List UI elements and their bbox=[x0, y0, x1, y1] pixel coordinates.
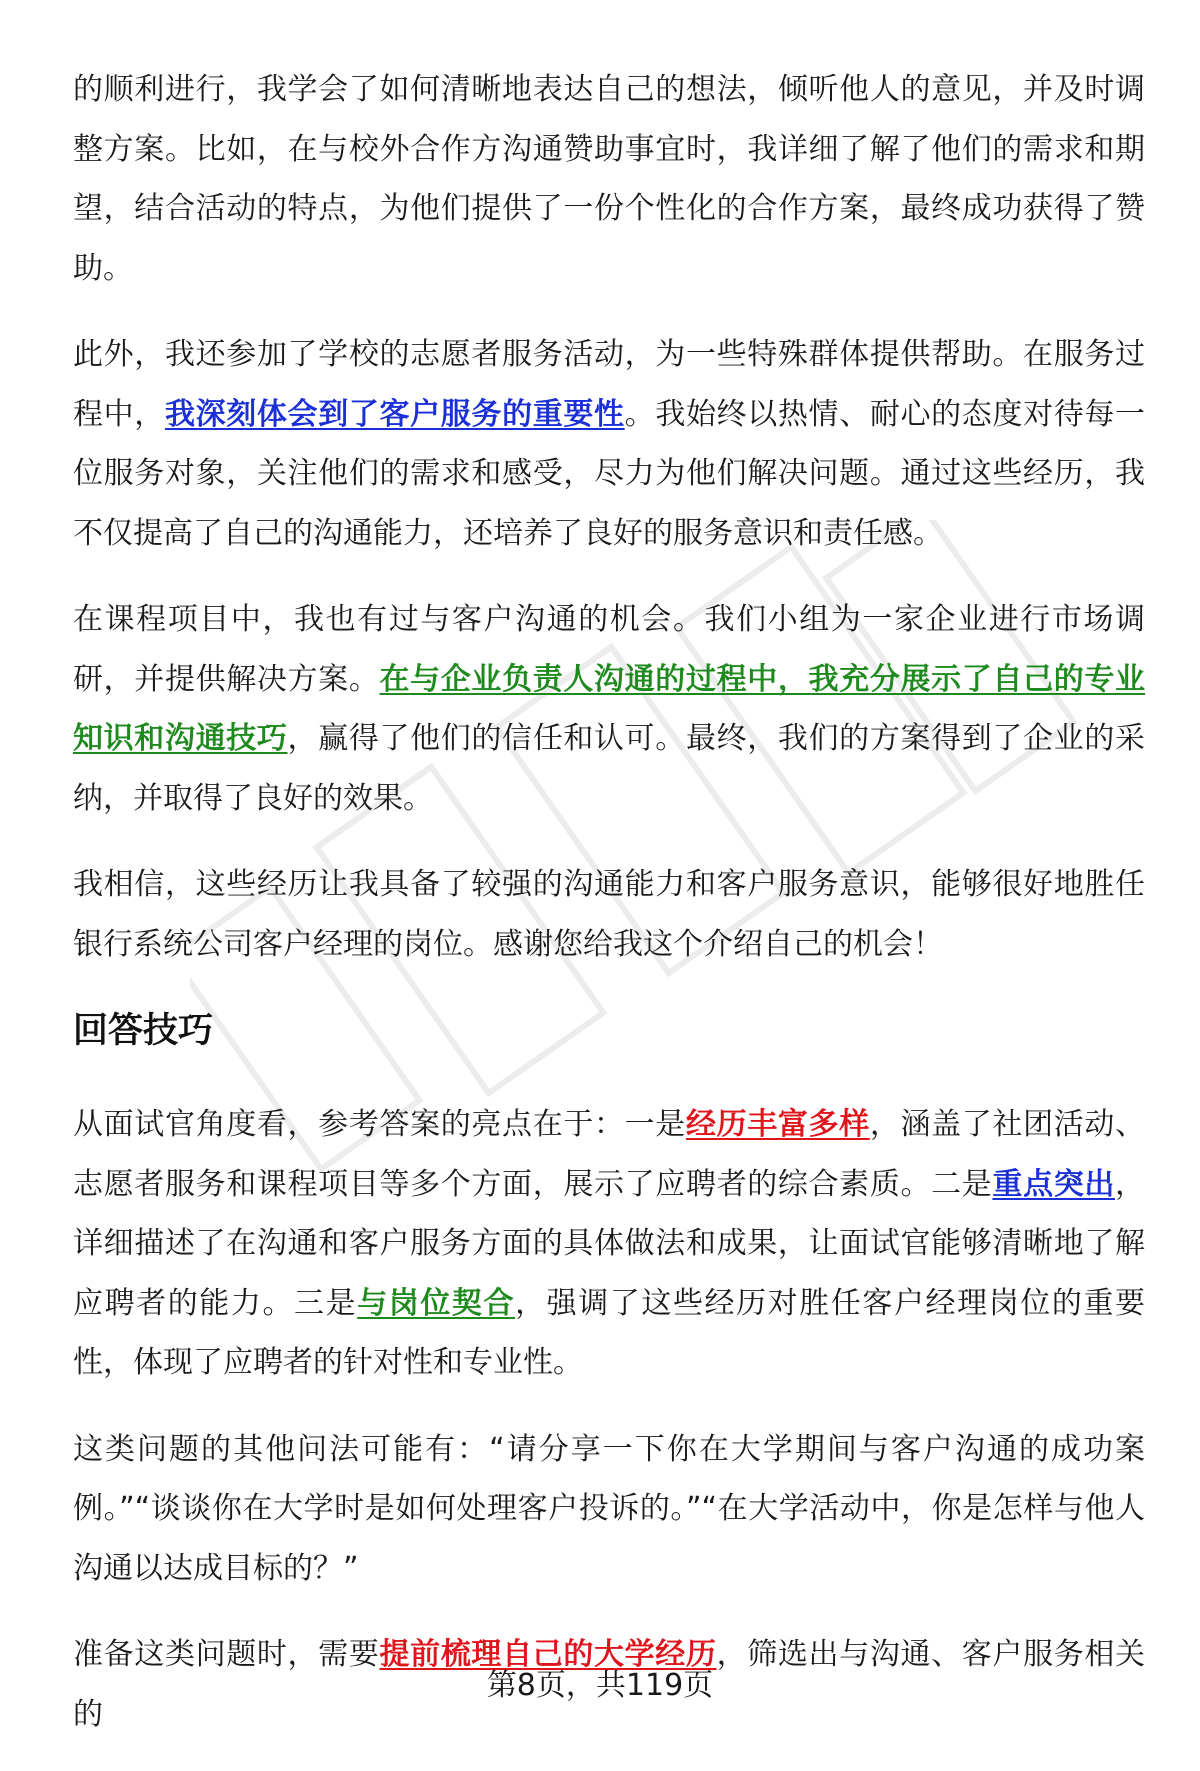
text-run: 我相信，这些经历让我具备了较强的沟通能力和客户服务意识，能够很好地胜任银行系统公司客户经理的岗位。感谢您给我这个介绍自己的机会！ bbox=[73, 867, 1145, 962]
highlighted-phrase-green: 在与企业负责人沟通的过程中，我充分展示了自己的专业知识和沟通技巧 bbox=[73, 661, 1146, 756]
answer-section bbox=[73, 60, 1145, 974]
paragraph bbox=[73, 1095, 1145, 1393]
paragraph bbox=[73, 60, 1145, 298]
text-run: ，赢得了他们的信任和认可。最终，我们的方案得到了企业的采纳，并取得了良好的效果。 bbox=[73, 721, 1146, 816]
text-run: ，涵盖了社团活动、志愿者服务和课程项目等多个方面，展示了应聘者的综合素质。二是 bbox=[73, 1107, 1146, 1202]
paragraph bbox=[73, 590, 1145, 828]
highlighted-phrase-blue: 我深刻体会到了客户服务的重要性 bbox=[164, 396, 625, 432]
text-run: 的顺利进行，我学会了如何清晰地表达自己的想法，倾听他人的意见，并及时调整方案。比如，在与校外合作方沟通赞助事宜时，我详细了解了他们的需求和期望，结合活动的特点，为他们提供了一份个性化的合作方案，最终成功获得了赞助。 bbox=[73, 72, 1145, 286]
page-footer: 第8页，共119页 bbox=[486, 1668, 714, 1703]
text-run: ，筛选出与沟通、客户服务相关的 bbox=[73, 1637, 1146, 1732]
paragraph bbox=[73, 855, 1145, 974]
highlighted-phrase-green: 与岗位契合 bbox=[357, 1285, 516, 1321]
highlighted-phrase-blue: 重点突出 bbox=[992, 1166, 1116, 1202]
text-run: 这类问题的其他问法可能有：“请分享一下你在大学期间与客户沟通的成功案例。”“谈谈你在大学时是如何处理客户投诉的。”“在大学活动中，你是怎样与他人沟通以达成目标的？” bbox=[73, 1431, 1145, 1586]
text-run: 此外，我还参加了学校的志愿者服务活动，为一些特殊群体提供帮助。在服务过程中， bbox=[73, 337, 1145, 432]
text-run: 准备这类问题时，需要 bbox=[73, 1637, 380, 1672]
section-heading: 回答技巧 bbox=[73, 1011, 214, 1051]
main-content bbox=[73, 60, 1145, 1771]
text-run: 从面试官角度看，参考答案的亮点在于：一是 bbox=[73, 1107, 686, 1142]
text-run: ，详细描述了在沟通和客户服务方面的具体做法和成果，让面试官能够清晰地了解应聘者的能力。三是 bbox=[73, 1166, 1146, 1321]
paragraph bbox=[73, 325, 1145, 563]
tips-section bbox=[73, 1095, 1145, 1744]
paragraph bbox=[73, 1420, 1145, 1599]
text-run: 。我始终以热情、耐心的态度对待每一位服务对象，关注他们的需求和感受，尽力为他们解决问题。通过这些经历，我不仅提高了自己的沟通能力，还培养了良好的服务意识和责任感。 bbox=[73, 396, 1146, 551]
text-run: 在课程项目中，我也有过与客户沟通的机会。我们小组为一家企业进行市场调研，并提供解决方案。 bbox=[73, 602, 1145, 697]
highlighted-phrase-red: 经历丰富多样 bbox=[685, 1107, 870, 1142]
highlighted-phrase-red: 提前梳理自己的大学经历 bbox=[379, 1637, 717, 1672]
text-run: ，强调了这些经历对胜任客户经理岗位的重要性，体现了应聘者的针对性和专业性。 bbox=[73, 1285, 1146, 1380]
